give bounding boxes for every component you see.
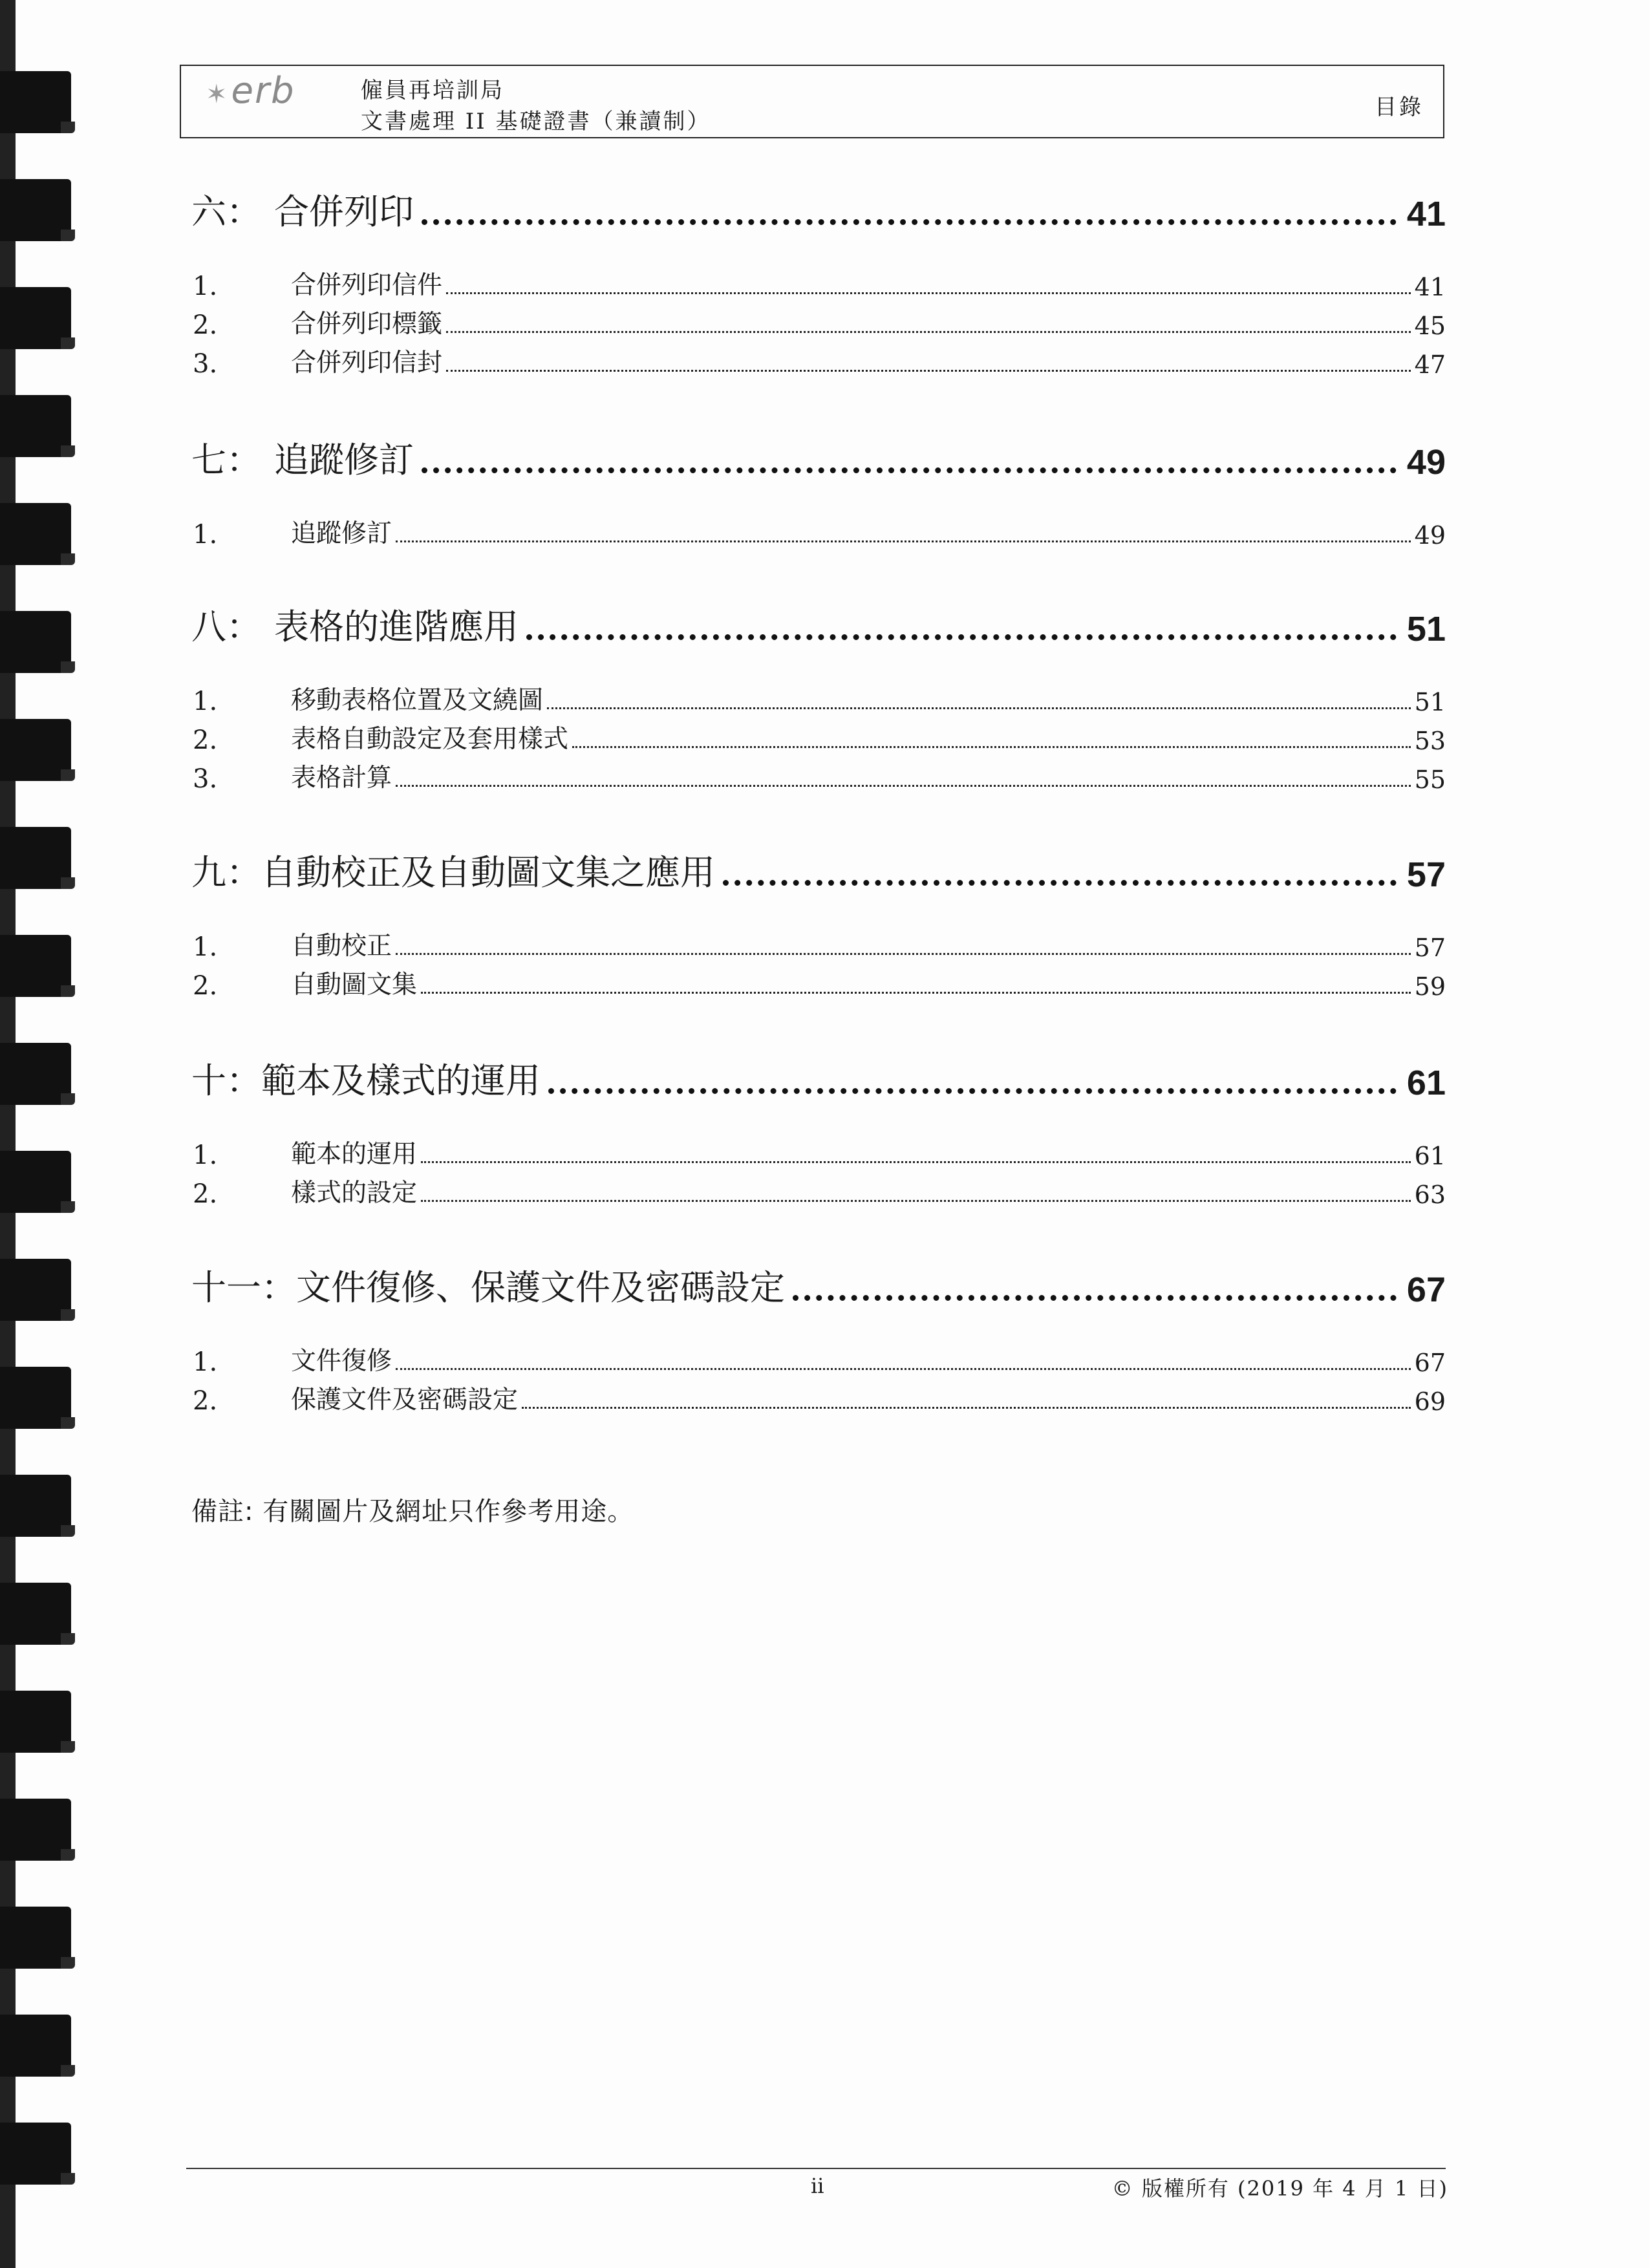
toc-item [191,301,1446,340]
item-title: 追蹤修訂 [291,519,392,548]
chapter-heading [191,604,1446,649]
copyright-notice: © 版權所有 (2019 年 4 月 1 日) [1111,2176,1448,2201]
dot-leader [446,292,1411,294]
toc-item [191,962,1446,1001]
item-title: 文件復修 [291,1347,392,1376]
item-page: 55 [1414,765,1446,794]
binding-ring [0,503,71,565]
toc-item [191,1377,1446,1416]
item-number: 1. [193,687,218,716]
dot-leader [526,634,1397,640]
chapter-page: 41 [1406,195,1446,233]
dot-leader [396,953,1411,955]
chapter-number: 九： [191,852,261,893]
dot-leader [422,219,1397,225]
dot-leader [522,1407,1411,1409]
toc-item [191,1338,1446,1377]
chapter-number: 八： [191,606,261,647]
toc-item [191,262,1446,301]
dot-leader [723,880,1397,886]
item-page: 45 [1414,312,1446,340]
item-number: 2. [193,1386,218,1416]
chapter-number: 六： [191,191,261,232]
binding-ring [0,1799,71,1861]
binding-ring [0,827,71,889]
toc-item [191,340,1446,379]
binding-ring [0,71,71,133]
chapter-number: 十： [191,1060,261,1101]
chapter-title: 範本及樣式的運用 [261,1060,541,1101]
logo-text: erb [231,70,295,112]
chapter-number: 七： [191,440,261,480]
binding-ring [0,1259,71,1321]
toc-chapter [191,437,1446,550]
item-number: 1. [193,1347,218,1377]
toc-item [191,678,1446,716]
chapter-heading [191,189,1446,234]
page-header [180,65,1444,138]
binding-ring [0,1907,71,1969]
item-title: 合併列印信封 [291,348,443,378]
item-page: 69 [1414,1387,1446,1416]
item-number: 2. [193,310,218,340]
binding-ring [0,179,71,241]
chapter-page: 57 [1406,855,1446,894]
item-page: 59 [1414,972,1446,1001]
item-page: 67 [1414,1349,1446,1377]
item-title: 移動表格位置及文繞圖 [291,686,544,715]
dot-leader [548,1088,1397,1094]
toc-chapter [191,189,1446,379]
item-title: 樣式的設定 [291,1179,418,1208]
item-title: 合併列印信件 [291,271,443,300]
chapter-number: 十一： [191,1267,296,1308]
toc-chapter [191,1265,1446,1416]
dot-leader [446,331,1411,333]
item-page: 53 [1414,727,1446,755]
page-number: ii [811,2174,824,2198]
binding-ring [0,2015,71,2077]
item-number: 2. [193,725,218,755]
dot-leader [421,1161,1411,1163]
item-page: 61 [1414,1142,1446,1170]
remark-note: 備註: 有關圖片及網址只作參考用途。 [191,1497,634,1526]
toc-item [191,1170,1446,1209]
binding-ring [0,1475,71,1537]
toc-item [191,511,1446,550]
item-number: 1. [193,272,218,301]
item-title: 合併列印標籤 [291,310,443,339]
spiral-binding [0,0,78,2268]
item-page: 49 [1414,521,1446,550]
item-number: 1. [193,1140,218,1170]
item-number: 1. [193,932,218,962]
dot-leader [396,540,1411,542]
binding-ring [0,719,71,781]
toc-chapter [191,604,1446,794]
item-title: 自動校正 [291,932,392,961]
toc-item [191,755,1446,794]
item-number: 3. [193,349,218,379]
chapter-page: 67 [1406,1270,1446,1309]
item-number: 2. [193,971,218,1001]
chapter-heading [191,437,1446,482]
erb-logo [206,70,295,112]
toc-chapter [191,1058,1446,1209]
binding-ring [0,1043,71,1105]
dot-leader [422,467,1397,473]
item-number: 2. [193,1179,218,1209]
binding-ring [0,1151,71,1213]
item-title: 自動圖文集 [291,970,418,1000]
chapter-title: 自動校正及自動圖文集之應用 [261,852,715,893]
item-page: 41 [1414,273,1446,301]
footer-divider [186,2168,1446,2169]
dot-leader [446,370,1411,372]
item-page: 63 [1414,1181,1446,1209]
star-icon: ✶ [206,80,229,109]
binding-ring [0,611,71,673]
item-title: 表格自動設定及套用樣式 [291,725,569,754]
dot-leader [396,785,1411,787]
binding-ring [0,935,71,997]
dot-leader [793,1295,1397,1301]
chapter-heading [191,850,1446,895]
dot-leader [572,746,1411,748]
toc-item [191,716,1446,755]
item-title: 表格計算 [291,764,392,793]
toc-item [191,923,1446,962]
chapter-page: 51 [1406,610,1446,648]
chapter-title: 文件復修、保護文件及密碼設定 [296,1267,785,1308]
chapter-title: 表格的進階應用 [274,606,519,647]
toc-chapter [191,850,1446,1001]
item-title: 範本的運用 [291,1140,418,1169]
chapter-heading [191,1265,1446,1310]
chapter-title: 追蹤修訂 [274,440,414,480]
course-name: 文書處理 II 基礎證書（兼讀制） [361,109,711,134]
binding-ring [0,395,71,457]
item-number: 1. [193,520,218,550]
chapter-title: 合併列印 [274,191,414,232]
item-page: 47 [1414,350,1446,379]
chapter-heading [191,1058,1446,1103]
binding-ring [0,1367,71,1429]
item-page: 51 [1414,688,1446,716]
dot-leader [547,707,1411,709]
binding-ring [0,287,71,349]
item-number: 3. [193,764,218,794]
dot-leader [421,992,1411,994]
binding-ring [0,1691,71,1753]
chapter-page: 61 [1406,1064,1446,1102]
dot-leader [421,1200,1411,1202]
item-page: 57 [1414,934,1446,962]
item-title: 保護文件及密碼設定 [291,1385,519,1415]
section-title: 目錄 [1375,94,1424,120]
binding-ring [0,1583,71,1645]
binding-ring [0,2123,71,2185]
organization-name: 僱員再培訓局 [361,78,504,103]
toc-item [191,1131,1446,1170]
dot-leader [396,1368,1411,1370]
chapter-page: 49 [1406,443,1446,482]
